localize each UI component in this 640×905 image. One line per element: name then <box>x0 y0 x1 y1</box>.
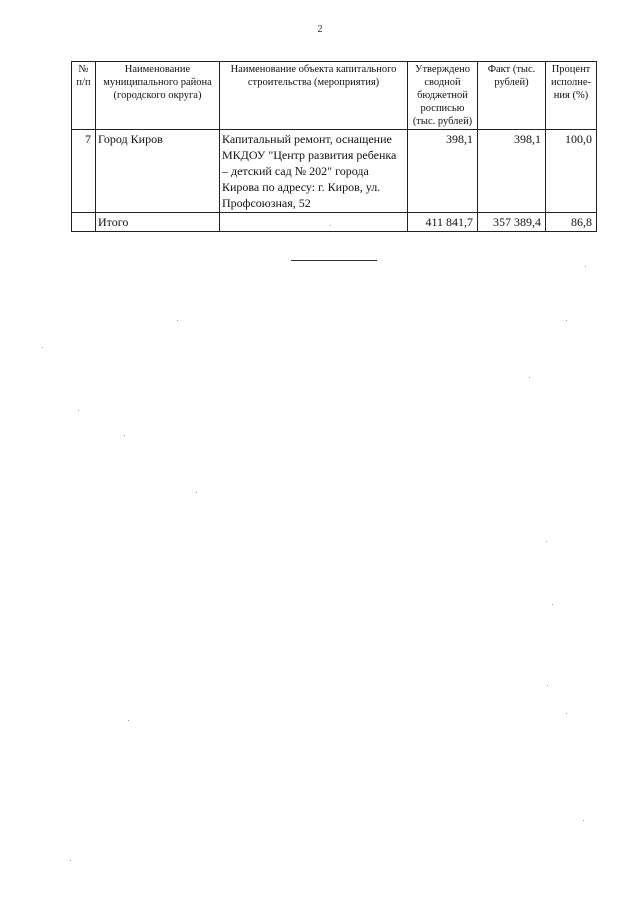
scan-speck <box>70 860 71 861</box>
scan-speck <box>177 320 178 321</box>
row-number: 7 <box>72 130 96 213</box>
total-fact: 357 389,4 <box>478 213 546 232</box>
header-fact: Факт (тыс. рублей) <box>478 62 546 130</box>
total-approved: 411 841,7 <box>408 213 478 232</box>
scan-speck <box>330 225 331 226</box>
scan-speck <box>552 604 553 605</box>
table-row <box>72 130 597 213</box>
header-district: Наименование муниципального района (городского округа) <box>96 62 220 130</box>
table-total-row <box>72 213 597 232</box>
scan-speck <box>546 541 547 542</box>
header-object: Наименование объекта капитального строительства (мероприятия) <box>220 62 408 130</box>
scan-speck <box>529 377 530 378</box>
row-approved: 398,1 <box>408 130 478 213</box>
scan-speck <box>124 435 125 436</box>
table-header-row <box>72 62 597 130</box>
page-number: 2 <box>317 24 323 35</box>
scan-speck <box>128 720 129 721</box>
scan-speck <box>42 347 43 348</box>
scan-speck <box>566 713 567 714</box>
header-number: № п/п <box>72 62 96 130</box>
scan-speck <box>585 266 586 267</box>
scan-speck <box>583 820 584 821</box>
scan-speck <box>78 410 79 411</box>
end-rule <box>291 260 377 261</box>
total-percent: 86,8 <box>546 213 597 232</box>
row-percent: 100,0 <box>546 130 597 213</box>
capital-construction-table <box>71 61 597 232</box>
header-approved: Утверждено сводной бюджетной росписью (тыс. рублей) <box>408 62 478 130</box>
scan-speck <box>566 320 567 321</box>
header-percent: Процент исполне-ния (%) <box>546 62 597 130</box>
row-district: Город Киров <box>96 130 220 213</box>
row-fact: 398,1 <box>478 130 546 213</box>
total-object-cell <box>220 213 408 232</box>
row-object: Капитальный ремонт, оснащение МКДОУ "Центр развития ребенка – детский сад № 202" города Кирова по адресу: г. Киров, ул. Профсоюзная, 52 <box>220 130 408 213</box>
total-label: Итого <box>96 213 220 232</box>
total-number-cell <box>72 213 96 232</box>
scan-speck <box>547 685 548 686</box>
scan-speck <box>196 492 197 493</box>
